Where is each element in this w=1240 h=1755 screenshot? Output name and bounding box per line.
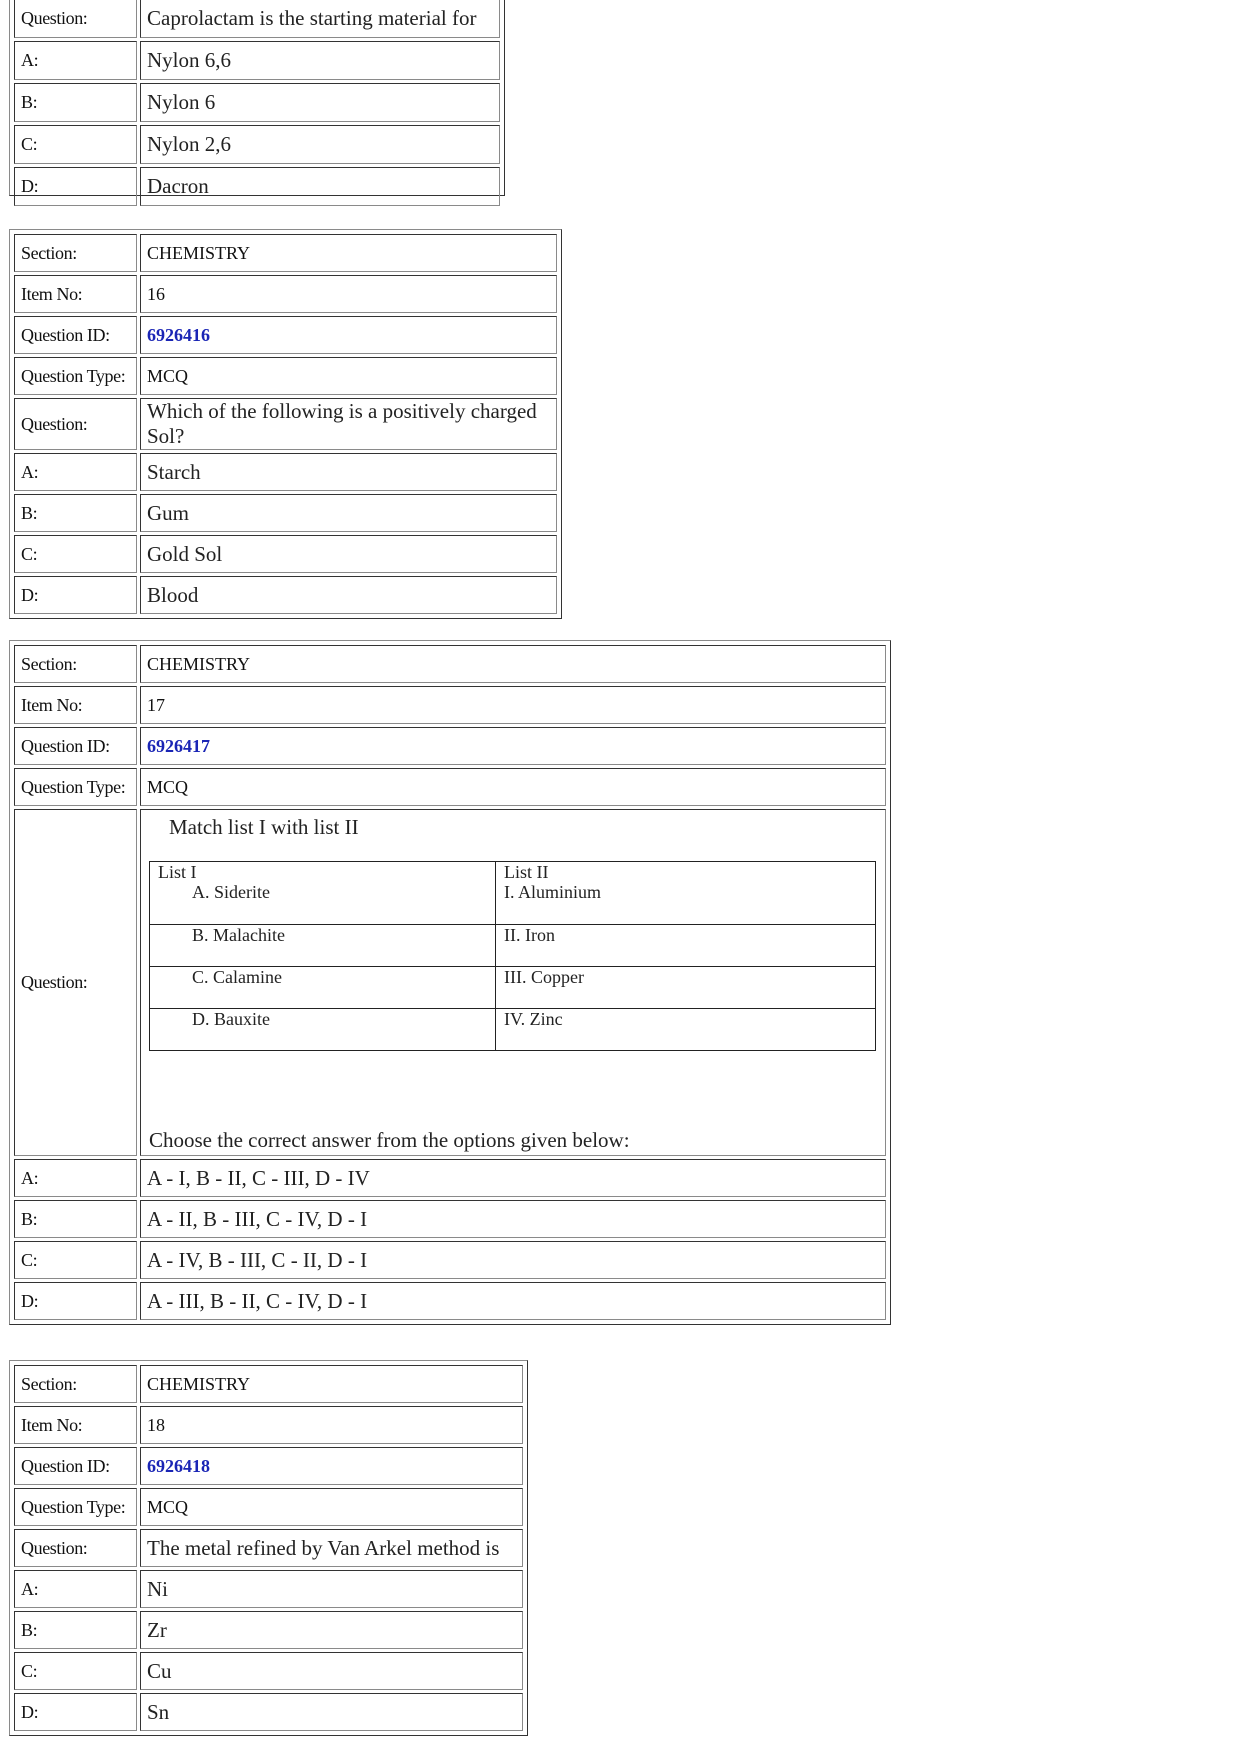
item-no-value: 17 — [140, 686, 886, 724]
item-no-label: Item No: — [14, 275, 137, 313]
question-label: Question: — [14, 809, 137, 1156]
list-i-item: D. Bauxite — [150, 1008, 496, 1050]
list-ii-item: II. Iron — [496, 924, 876, 966]
option-a-label: A: — [14, 1159, 137, 1197]
question-id-value: 6926418 — [140, 1447, 523, 1485]
question-outro: Choose the correct answer from the options given below: — [149, 1128, 630, 1152]
question-id-label: Question ID: — [14, 316, 137, 354]
option-d-label: D: — [14, 167, 137, 206]
question-type-value: MCQ — [140, 1488, 523, 1526]
option-a-text: A - I, B - II, C - III, D - IV — [140, 1159, 886, 1197]
question-id-value: 6926416 — [140, 316, 557, 354]
question-block-18 — [9, 1360, 528, 1736]
option-c-text: Gold Sol — [140, 535, 557, 573]
section-label: Section: — [14, 234, 137, 272]
question-label: Question: — [14, 0, 137, 38]
option-a-text: Nylon 6,6 — [140, 41, 500, 80]
option-b-label: B: — [14, 1200, 137, 1238]
match-list-table — [149, 861, 876, 1051]
option-a-label: A: — [14, 453, 137, 491]
option-a-text: Starch — [140, 453, 557, 491]
option-b-text: A - II, B - III, C - IV, D - I — [140, 1200, 886, 1238]
question-label: Question: — [14, 1529, 137, 1567]
option-d-label: D: — [14, 1282, 137, 1320]
item-no-value: 16 — [140, 275, 557, 313]
option-d-label: D: — [14, 1693, 137, 1731]
question-id-label: Question ID: — [14, 727, 137, 765]
section-value: CHEMISTRY — [140, 1365, 523, 1403]
question-block-17 — [9, 640, 891, 1325]
option-c-label: C: — [14, 1241, 137, 1279]
list-i-header: List I — [150, 862, 496, 883]
list-ii-item: IV. Zinc — [496, 1008, 876, 1050]
section-label: Section: — [14, 1365, 137, 1403]
option-a-label: A: — [14, 41, 137, 80]
option-b-label: B: — [14, 83, 137, 122]
list-ii-header: List II — [496, 862, 876, 883]
question-type-value: MCQ — [140, 357, 557, 395]
option-b-text: Gum — [140, 494, 557, 532]
section-value: CHEMISTRY — [140, 234, 557, 272]
option-a-text: Ni — [140, 1570, 523, 1608]
option-d-text: Blood — [140, 576, 557, 614]
option-d-text: Sn — [140, 1693, 523, 1731]
question-text: Caprolactam is the starting material for — [140, 0, 500, 38]
list-i-item: B. Malachite — [150, 924, 496, 966]
question-type-label: Question Type: — [14, 1488, 137, 1526]
option-d-text: Dacron — [140, 167, 500, 206]
question-type-label: Question Type: — [14, 357, 137, 395]
question-text: The metal refined by Van Arkel method is — [140, 1529, 523, 1567]
question-type-value: MCQ — [140, 768, 886, 806]
option-d-label: D: — [14, 576, 137, 614]
question-label: Question: — [14, 398, 137, 450]
item-no-value: 18 — [140, 1406, 523, 1444]
section-value: CHEMISTRY — [140, 645, 886, 683]
option-b-text: Zr — [140, 1611, 523, 1649]
option-b-label: B: — [14, 1611, 137, 1649]
option-c-text: Cu — [140, 1652, 523, 1690]
option-b-label: B: — [14, 494, 137, 532]
question-block-16 — [9, 229, 562, 619]
question-id-label: Question ID: — [14, 1447, 137, 1485]
question-intro: Match list I with list II — [169, 815, 359, 839]
question-id-value: 6926417 — [140, 727, 886, 765]
option-c-text: A - IV, B - III, C - II, D - I — [140, 1241, 886, 1279]
item-no-label: Item No: — [14, 686, 137, 724]
list-ii-item: I. Aluminium — [496, 882, 876, 924]
option-c-label: C: — [14, 535, 137, 573]
option-b-text: Nylon 6 — [140, 83, 500, 122]
question-type-label: Question Type: — [14, 768, 137, 806]
option-d-text: A - III, B - II, C - IV, D - I — [140, 1282, 886, 1320]
item-no-label: Item No: — [14, 1406, 137, 1444]
option-c-label: C: — [14, 1652, 137, 1690]
question-block-15 — [9, 0, 505, 196]
list-i-item: A. Siderite — [150, 882, 496, 924]
question-content — [140, 809, 886, 1156]
section-label: Section: — [14, 645, 137, 683]
option-c-text: Nylon 2,6 — [140, 125, 500, 164]
list-i-item: C. Calamine — [150, 966, 496, 1008]
option-a-label: A: — [14, 1570, 137, 1608]
list-ii-item: III. Copper — [496, 966, 876, 1008]
question-text: Which of the following is a positively charged Sol? — [140, 398, 557, 450]
option-c-label: C: — [14, 125, 137, 164]
